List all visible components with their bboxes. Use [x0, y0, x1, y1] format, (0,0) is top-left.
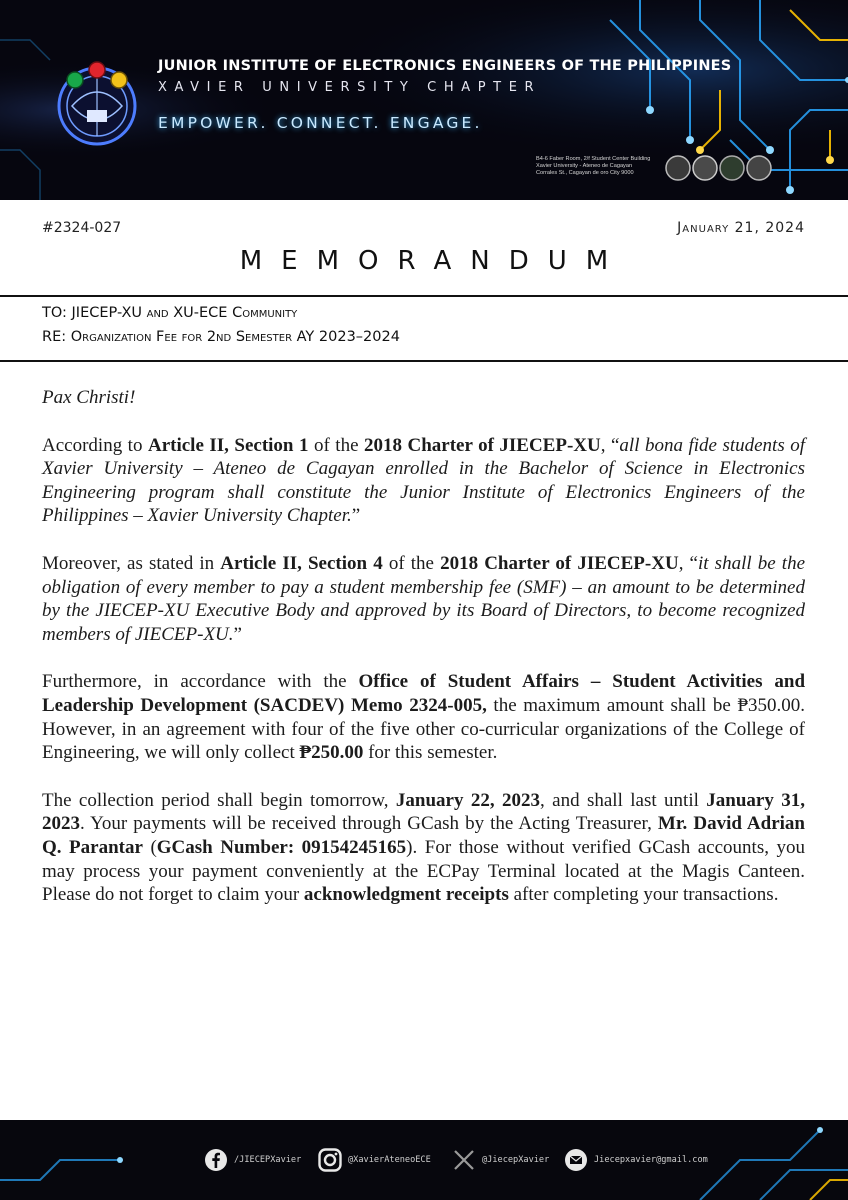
instagram-icon [318, 1148, 342, 1172]
letterhead-banner [0, 0, 848, 200]
subject-line [42, 329, 400, 345]
memo-body [42, 386, 805, 931]
office-address [536, 156, 650, 177]
seal-icon [693, 156, 717, 180]
facebook-icon [204, 1148, 228, 1172]
facebook-handle: /JIECEPXavier [234, 1155, 302, 1165]
x-handle: @JiecepXavier [482, 1155, 550, 1165]
seal-icon [747, 156, 771, 180]
paragraph-collection-period: The collection period shall begin tomorrow, January 22, 2023, and shall last until January 31, 2023. Your payments will be received through GCash by the Acting Treasurer, Mr. David Adrian Q. Parantar (GCash Number: 09154245165). For those without verified GCash accounts, you may process your payment conveniently at the ECPay Terminal located at the Magis Canteen. Please do not forget to claim your acknowledgment receipts after completing your transactions. [42, 789, 805, 906]
x-icon [452, 1148, 476, 1172]
instagram-link[interactable] [318, 1148, 431, 1172]
partner-seals [664, 153, 774, 183]
seal-icon [720, 156, 744, 180]
mail-icon [564, 1148, 588, 1172]
paragraph-article-2-section-1: According to Article II, Section 1 of the 2018 Charter of JIECEP-XU, “all bona fide students of Xavier University – Ateneo de Cagayan enrolled in the Bachelor of Science in Electronics Engineering program shall constitute the Junior Institute of Electronics Engineers of the Philippines – Xavier University Chapter.” [42, 434, 805, 527]
facebook-link[interactable] [204, 1148, 301, 1172]
divider [0, 295, 848, 297]
x-link[interactable] [452, 1148, 549, 1172]
re-value: Organization Fee for 2nd Semester AY 2023–2024 [70, 329, 400, 345]
paragraph-article-2-section-4: Moreover, as stated in Article II, Section 4 of the 2018 Charter of JIECEP-XU, “it shall be the obligation of every member to pay a student membership fee (SMF) – an amount to be determined by the JIECEP-XU Executive Body and approved by its Board of Directors, to become recognized members of JIECEP-XU.” [42, 552, 806, 645]
re-label: RE: [42, 329, 67, 345]
memo-number: #2324-027 [42, 220, 122, 236]
to-label: TO: [42, 305, 67, 321]
memo-date: January 21, 2024 [677, 220, 805, 236]
divider [0, 360, 848, 362]
greeting: Pax Christi! [42, 387, 136, 408]
address-line: Xavier University - Ateneo de Cagayan [536, 163, 633, 169]
tagline: EMPOWER. CONNECT. ENGAGE. [158, 114, 483, 132]
chapter-name: XAVIER UNIVERSITY CHAPTER [158, 80, 542, 95]
footer-banner [0, 1120, 848, 1200]
instagram-handle: @XavierAteneoECE [348, 1155, 431, 1165]
paragraph-fee-amount: Furthermore, in accordance with the Office of Student Affairs – Student Activities and Leadership Development (SACDEV) Memo 2324-005, the maximum amount shall be ₱350.00. However, in an agreement with four of the five other co-curricular organizations of the College of Engineering, we will only collect ₱250.00 for this semester. [42, 671, 806, 764]
organization-name: JUNIOR INSTITUTE OF ELECTRONICS ENGINEERS OF THE PHILIPPINES [158, 58, 732, 74]
memo-title: MEMORANDUM [239, 246, 628, 276]
jiecep-logo [52, 58, 142, 148]
to-value: JIECEP-XU and XU-ECE Community [71, 305, 298, 321]
recipient-line [42, 305, 297, 321]
seal-icon [666, 156, 690, 180]
email-address: Jiecepxavier@gmail.com [594, 1155, 708, 1165]
address-line: B4-6 Faber Room, 2/f Student Center Building [536, 156, 651, 162]
address-line: Corrales St., Cagayan de oro City 9000 [536, 170, 634, 176]
email-link[interactable] [564, 1148, 708, 1172]
